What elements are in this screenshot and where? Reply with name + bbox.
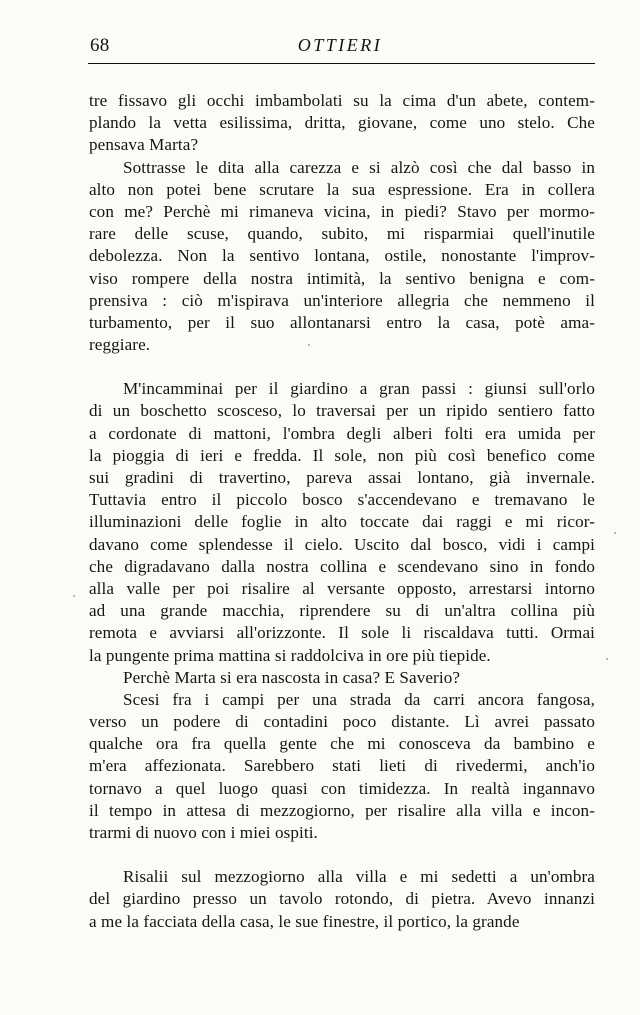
text-line: con me? Perchè mi rimaneva vicina, in piedi? Stavo per mormo- — [89, 201, 595, 221]
paragraph — [89, 689, 595, 844]
text-line: prensiva : ciò m'ispirava un'interiore allegria che nemmeno il — [89, 290, 595, 310]
text-line: plando la vetta esilissima, dritta, giovane, come uno stelo. Che — [89, 113, 595, 133]
text-line: Sottrasse le dita alla carezza e si alzò così che dal basso in — [123, 157, 595, 177]
text-line: debolezza. Non la sentivo lontana, ostile, nonostante l'improv- — [89, 246, 595, 266]
text-line: M'incamminai per il giardino a gran passi : giunsi sull'orlo — [123, 379, 595, 399]
paragraph — [89, 378, 595, 666]
text-line: illuminazioni delle foglie in alto toccate dai raggi e mi ricor- — [89, 512, 595, 532]
text-line: reggiare. — [89, 335, 151, 355]
text-line: sui gradini di travertino, pareva assai lontano, già invernale. — [89, 468, 595, 487]
print-speck — [308, 344, 310, 346]
text-line: a cordonate di mattoni, l'ombra degli alberi folti era umida per — [89, 423, 595, 443]
page-number: 68 — [90, 35, 110, 56]
print-speck — [614, 532, 616, 534]
body-text — [89, 90, 595, 933]
text-line: davano come splendesse il cielo. Uscito dal bosco, vidi i campi — [89, 534, 595, 554]
text-line: ad una grande macchia, riprendere su di un'altra collina più — [89, 601, 595, 621]
text-line: remota e avviarsi all'orizzonte. Il sole li riscaldava tutti. Ormai — [89, 623, 595, 643]
paragraph — [89, 157, 595, 357]
text-line: Risalii sul mezzogiorno alla villa e mi sedetti a un'ombra — [123, 867, 595, 887]
page-header — [86, 30, 594, 62]
text-line: alla valle per poi risalire al versante opposto, arrestarsi intorno — [89, 578, 595, 598]
text-line: qualche ora fra quella gente che mi conosceva da bambino e — [89, 734, 595, 754]
text-line: la pioggia di ieri e fredda. Il sole, non più così benefico come — [89, 445, 595, 465]
text-line: il tempo in attesa di mezzogiorno, per risalire alla villa e incon- — [89, 800, 595, 820]
print-speck — [606, 658, 608, 660]
text-line: che digradavano dalla nostra collina e scendevano sino in fondo — [89, 556, 595, 576]
paragraph — [89, 90, 595, 157]
text-line: alto non potei bene scrutare la sua espressione. Era in collera — [89, 179, 595, 199]
running-title: OTTIERI — [297, 35, 383, 55]
section-break — [89, 844, 595, 866]
text-line: trarmi di nuovo con i miei ospiti. — [89, 823, 318, 842]
text-line: del giardino presso un tavolo rotondo, di pietra. Avevo innanzi — [89, 889, 595, 909]
text-line: a me la facciata della casa, le sue finestre, il portico, la grande — [89, 911, 520, 931]
section-break — [89, 356, 595, 378]
header-rule — [88, 63, 595, 64]
paragraph — [89, 667, 595, 689]
text-line: verso un podere di contadini poco distante. Lì avrei passato — [89, 712, 595, 732]
paragraph — [89, 866, 595, 933]
text-line: di un boschetto scosceso, lo traversai per un ripido sentiero fatto — [89, 401, 595, 421]
text-line: la pungente prima mattina si raddolciva in ore più tiepide. — [89, 645, 491, 665]
text-line: tre fissavo gli occhi imbambolati su la cima d'un abete, contem- — [89, 91, 595, 110]
text-line: viso rompere della nostra intimità, la sentivo benigna e com- — [89, 268, 595, 288]
text-line: tornavo a quel luogo quasi con timidezza. In realtà ingannavo — [89, 778, 595, 798]
text-line: Scesi fra i campi per una strada da carri ancora fangosa, — [123, 689, 595, 709]
print-speck — [73, 595, 75, 597]
text-line: Tuttavia entro il piccolo bosco s'accendevano e tremavano le — [89, 490, 595, 510]
text-line: rare delle scuse, quando, subito, mi risparmiai quell'inutile — [89, 224, 595, 244]
text-line: pensava Marta? — [89, 135, 199, 155]
text-line: Perchè Marta si era nascosta in casa? E Saverio? — [123, 667, 461, 687]
text-line: m'era affezionata. Sarebbero stati lieti di rivedermi, anch'io — [89, 756, 595, 776]
text-line: turbamento, per il suo allontanarsi entro la casa, potè ama- — [89, 312, 595, 332]
